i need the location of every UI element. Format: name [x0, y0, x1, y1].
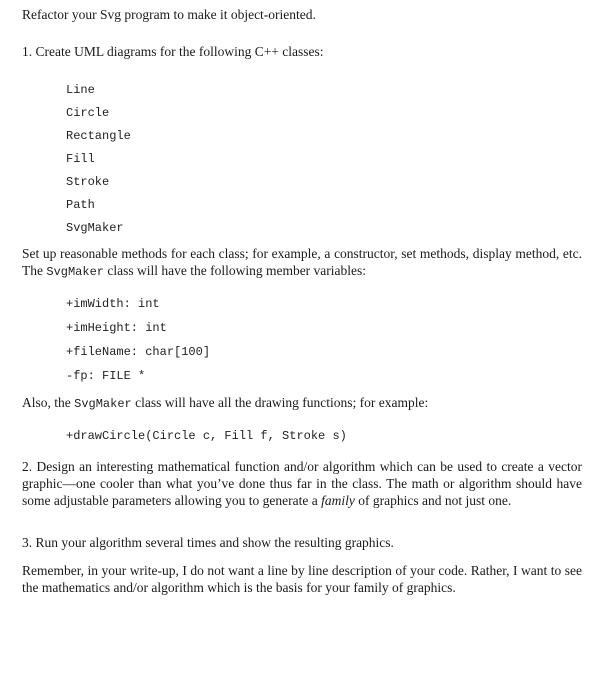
member-variable: +imHeight: int: [66, 321, 167, 335]
draw-circle-example: +drawCircle(Circle c, Fill f, Stroke s): [66, 429, 347, 443]
class-name: Fill: [66, 152, 95, 166]
intro-text: Refactor your Svg program to make it object-oriented.: [22, 7, 316, 22]
methods-paragraph: [22, 245, 582, 281]
class-list: [66, 82, 131, 243]
class-name: Rectangle: [66, 129, 131, 143]
question-1-text: 1. Create UML diagrams for the following C++ classes:: [22, 44, 324, 59]
also-text-before: Also, the: [22, 395, 75, 410]
class-name: Circle: [66, 106, 110, 120]
also-text-after: class will have all the drawing functions; for example:: [131, 395, 429, 410]
methods-text-after: class will have the following member variables:: [103, 263, 367, 278]
class-name: Path: [66, 198, 95, 212]
methods-text-before: Set up reasonable methods for each class; for example, a constructor, set methods, display method, etc. The: [22, 246, 582, 278]
q2-emphasis: family: [321, 493, 355, 508]
class-name: SvgMaker: [66, 221, 124, 235]
svgmaker-code: SvgMaker: [46, 265, 104, 279]
q2-text-after: of graphics and not just one.: [354, 493, 512, 508]
class-name: Line: [66, 83, 95, 97]
drawing-functions-paragraph: [22, 394, 582, 413]
member-variable: +imWidth: int: [66, 297, 160, 311]
class-name: Stroke: [66, 175, 110, 189]
svgmaker-code: SvgMaker: [74, 397, 132, 411]
member-variable: +fileName: char[100]: [66, 345, 211, 359]
member-variables-list: [66, 296, 210, 392]
q2-text-before: 2. Design an interesting mathematical function and/or algorithm which can be used to create a vector graphic—one cooler than what you’ve done thus far in the class. The math or algorithm should have some adjustable parameters allowing you to generate a: [22, 459, 582, 508]
member-variable: -fp: FILE *: [66, 369, 146, 383]
question-3-text: 3. Run your algorithm several times and show the resulting graphics.: [22, 535, 394, 550]
question-2-text: [22, 458, 582, 509]
remember-paragraph: Remember, in your write-up, I do not want a line by line description of your code. Rather, I want to see the mathematics and/or algorithm which is the basis for your family of graphics.: [22, 563, 582, 595]
